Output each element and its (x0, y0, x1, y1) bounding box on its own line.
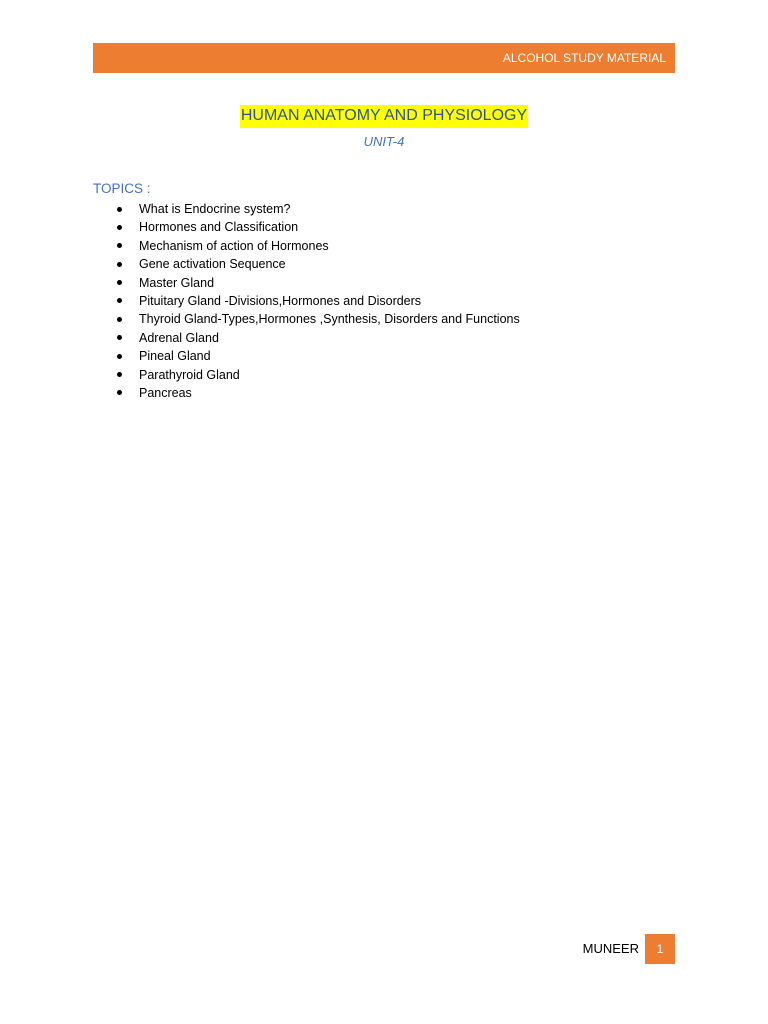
topic-label: Mechanism of action of Hormones (139, 238, 329, 253)
topic-label: Thyroid Gland-Types,Hormones ,Synthesis, Disorders and Functions (139, 312, 520, 327)
footer-author: MUNEER (582, 941, 639, 956)
topic-label: Pancreas (139, 385, 192, 400)
bullet-icon (117, 335, 122, 340)
title-container (0, 105, 768, 128)
bullet-icon (117, 225, 122, 230)
bullet-icon (117, 390, 122, 395)
bullet-icon (117, 243, 122, 248)
topics-heading: TOPICS : (93, 181, 151, 196)
unit-subtitle: UNIT-4 (363, 134, 405, 149)
header-bar (93, 43, 675, 73)
bullet-icon (117, 280, 122, 285)
topic-label: Hormones and Classification (139, 220, 299, 235)
bullet-icon (117, 354, 122, 359)
bullet-icon (117, 262, 122, 267)
topic-label: Pituitary Gland -Divisions,Hormones and Disorders (139, 293, 422, 308)
page-number: 1 (656, 942, 664, 956)
subtitle-container (0, 133, 768, 151)
topic-label: Pineal Gland (139, 349, 211, 364)
page-number-box (645, 934, 675, 964)
bullet-icon (117, 207, 122, 212)
topic-label: Master Gland (139, 275, 215, 290)
topic-label: Gene activation Sequence (139, 257, 286, 272)
bullet-icon (117, 298, 122, 303)
header-label: ALCOHOL STUDY MATERIAL (502, 51, 666, 65)
bullet-icon (117, 372, 122, 377)
document-title: HUMAN ANATOMY AND PHYSIOLOGY (240, 105, 528, 128)
topic-label: What is Endocrine system? (139, 202, 291, 216)
bullet-icon (117, 317, 122, 322)
topic-label: Adrenal Gland (139, 330, 219, 345)
topic-label: Parathyroid Gland (139, 367, 240, 382)
